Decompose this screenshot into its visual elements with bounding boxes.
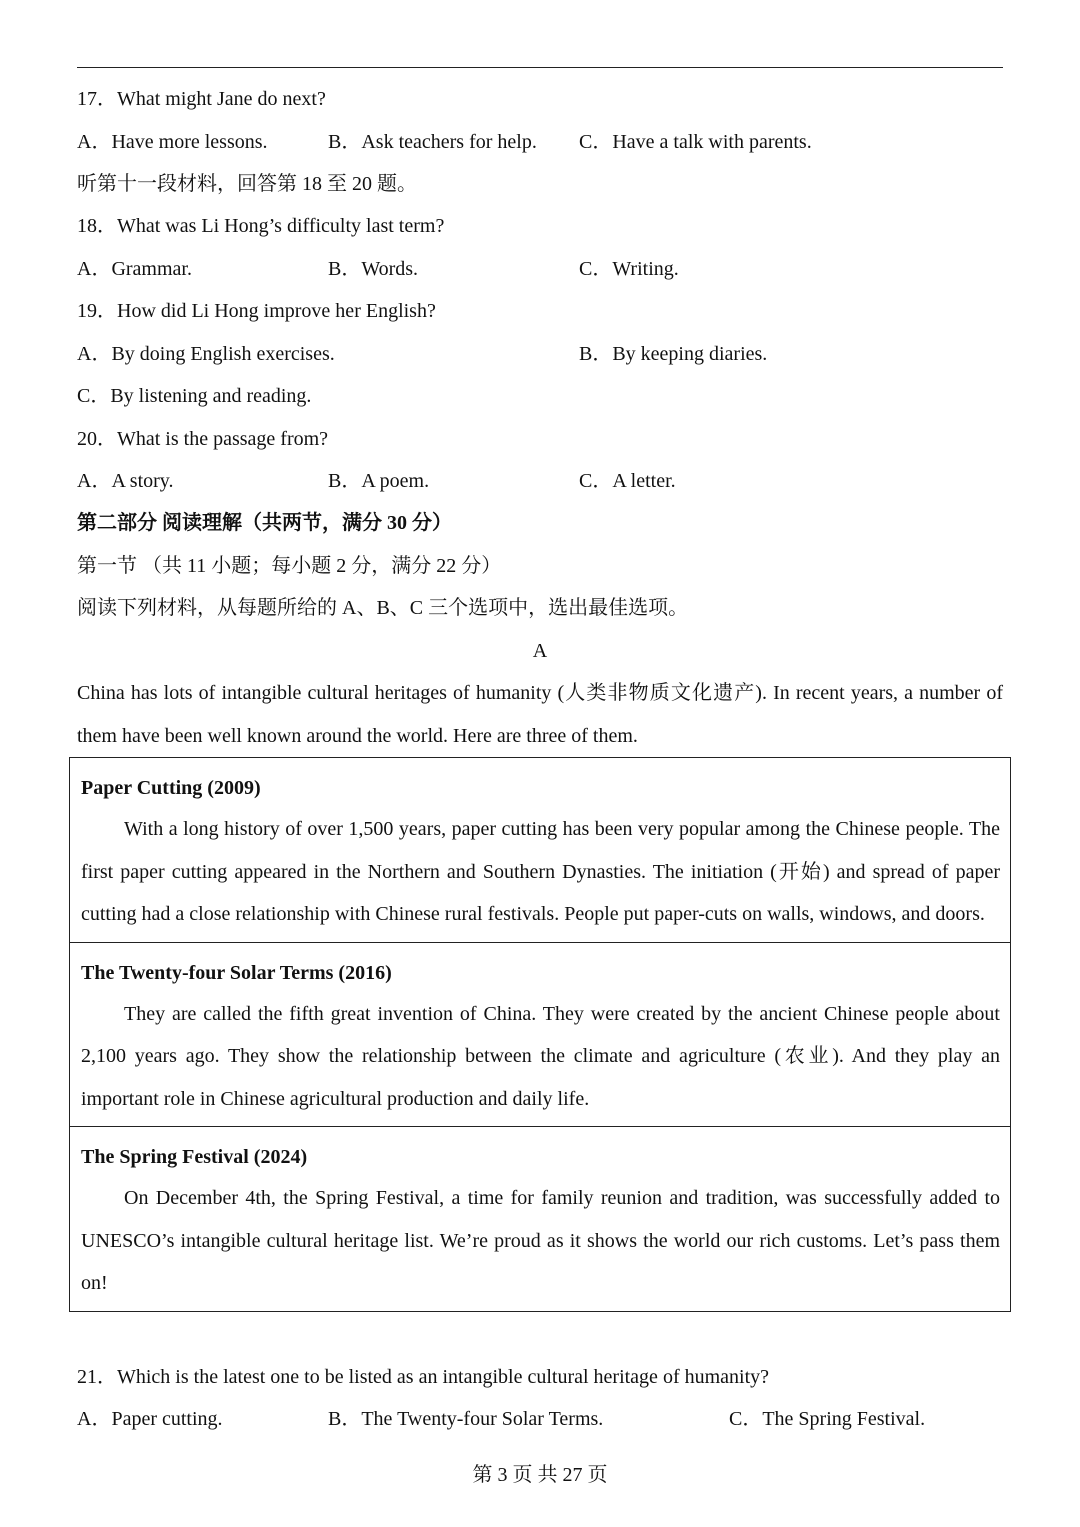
listening-instruction-11: 听第十一段材料，回答第 18 至 20 题。	[77, 173, 417, 195]
question-20: 20．What is the passage from?	[77, 428, 329, 450]
q21-option-c: C．The Spring Festival.	[729, 1408, 926, 1430]
question-17: 17．What might Jane do next?	[77, 88, 326, 110]
heritage-title: The Spring Festival (2024)	[81, 1146, 308, 1168]
q17-option-b: B．Ask teachers for help.	[328, 131, 537, 153]
q21-option-b: B．The Twenty-four Solar Terms.	[328, 1408, 604, 1430]
heritage-title: Paper Cutting (2009)	[81, 777, 261, 799]
q18-option-b: B．Words.	[328, 258, 419, 280]
heritage-box-solar-terms	[70, 943, 1010, 1128]
q19-option-c: C．By listening and reading.	[77, 385, 312, 407]
q19-option-b: B．By keeping diaries.	[579, 343, 768, 365]
q20-option-a: A．A story.	[77, 470, 174, 492]
q19-option-a: A．By doing English exercises.	[77, 343, 335, 365]
q18-option-c: C．Writing.	[579, 258, 679, 280]
q20-option-b: B．A poem.	[328, 470, 430, 492]
q17-option-a: A．Have more lessons.	[77, 131, 268, 153]
heritage-text: They are called the fifth great invention of China. They were created by the ancient Chinese people about 2,100 years ago. They show the relationship between the climate and agriculture (农业). And they play an important role in Chinese agricultural production and daily life.	[81, 1002, 1000, 1110]
reading-instruction: 阅读下列材料，从每题所给的 A、B、C 三个选项中，选出最佳选项。	[77, 597, 689, 619]
heritage-text: On December 4th, the Spring Festival, a time for family reunion and tradition, was successfully added to UNESCO’s intangible cultural heritage list. We’re proud as it shows the world our rich customs. Let’s pass them on!	[81, 1187, 1000, 1294]
question-19: 19．How did Li Hong improve her English?	[77, 300, 436, 322]
q20-option-c: C．A letter.	[579, 470, 676, 492]
passage-label: A	[532, 640, 548, 662]
q17-option-c: C．Have a talk with parents.	[579, 131, 812, 153]
page-footer: 第 3 页 共 27 页	[472, 1464, 608, 1486]
header-rule	[77, 67, 1003, 68]
heritage-title: The Twenty-four Solar Terms (2016)	[81, 961, 392, 984]
heritage-text: With a long history of over 1,500 years, paper cutting has been very popular among the Chinese people. The first paper cutting appeared in the Northern and Southern Dynasties. The initiation (开始) and spread of paper cutting had a close relationship with Chinese rural festivals. People put paper-cuts on walls, windows, and doors.	[81, 818, 1000, 925]
part2-title: 第二部分 阅读理解（共两节，满分 30 分）	[77, 512, 452, 534]
q18-option-a: A．Grammar.	[77, 258, 192, 280]
heritage-box-paper-cutting	[70, 758, 1010, 943]
heritage-box-spring-festival	[70, 1127, 1010, 1311]
question-18: 18．What was Li Hong’s difficulty last term?	[77, 215, 445, 237]
section1-title: 第一节 （共 11 小题；每小题 2 分，满分 22 分）	[77, 555, 502, 577]
heritage-table	[69, 757, 1011, 1312]
q21-option-a: A．Paper cutting.	[77, 1408, 223, 1430]
passage-intro: China has lots of intangible cultural heritages of humanity (人类非物质文化遗产). In recent years, a number of them have been well known around the world. Here are three of them.	[77, 682, 1003, 747]
question-21: 21．Which is the latest one to be listed as an intangible cultural heritage of humanity?	[77, 1366, 770, 1388]
